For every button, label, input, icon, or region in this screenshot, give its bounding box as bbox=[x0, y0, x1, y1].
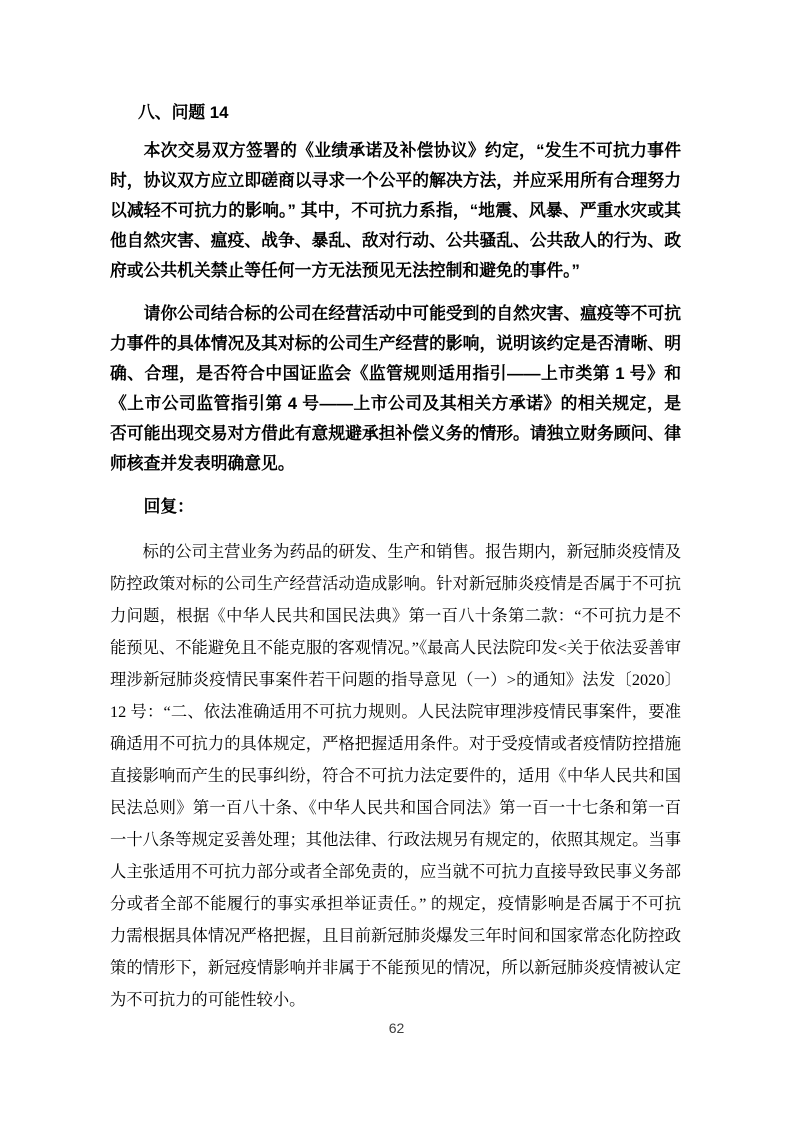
section-heading: 八、问题 14 bbox=[138, 103, 229, 122]
question-paragraph-1: 本次交易双方签署的《业绩承诺及补偿协议》约定，“发生不可抗力事件时，协议双方应立即磋商以寻求一个公平的解决方法，并应采用所有合理努力以减轻不可抗力的影响。” 其中，不可抗力系指，“地震、风暴、严重水灾或其他自然灾害、瘟疫、战争、暴乱、敌对行动、公共骚乱、公共敌人的行为、政府或公共机关禁止等任何一方无法预见无法控制和避免的事件。” bbox=[110, 141, 681, 280]
page-number: 62 bbox=[388, 1020, 405, 1036]
reply-paragraph-1: 标的公司主营业务为药品的研发、生产和销售。报告期内，新冠肺炎疫情及防控政策对标的公司生产经营活动造成影响。针对新冠肺炎疫情是否属于不可抗力问题，根据《中华人民共和国民法典》第一百八十条第二款：“不可抗力是不能预见、不能避免且不能克服的客观情况。”《最高人民法院印发<关于依法妥善审理涉新冠肺炎疫情民事案件若干问题的指导意见（一）>的通知》法发〔2020〕12 号：“二、依法准确适用不可抗力规则。人民法院审理涉疫情民事案件，要准确适用不可抗力的具体规定，严格把握适用条件。对于受疫情或者疫情防控措施直接影响而产生的民事纠纷，符合不可抗力法定要件的，适用《中华人民共和国民法总则》第一百八十条、《中华人民共和国合同法》第一百一十七条和第一百一十八条等规定妥善处理；其他法律、行政法规另有规定的，依照其规定。当事人主张适用不可抗力部分或者全部免责的，应当就不可抗力直接导致民事义务部分或者全部不能履行的事实承担举证责任。” 的规定，疫情影响是否属于不可抗力需根据具体情况严格把握，且目前新冠肺炎爆发三年时间和国家常态化防控政策的情形下，新冠疫情影响并非属于不能预见的情况，所以新冠肺炎疫情被认定为不可抗力的可能性较小。 bbox=[110, 542, 681, 1009]
question-paragraph-2: 请你公司结合标的公司在经营活动中可能受到的自然灾害、瘟疫等不可抗力事件的具体情况及其对标的公司生产经营的影响，说明该约定是否清晰、明确、合理，是否符合中国证监会《监管规则适用指引——上市类第 1 号》和《上市公司监管指引第 4 号——上市公司及其相关方承诺》的相关规定，是否可能出现交易对方借此有意规避承担补偿义务的情形。请独立财务顾问、律师核查并发表明确意见。 bbox=[110, 304, 681, 473]
reply-label: 回复： bbox=[143, 497, 194, 516]
